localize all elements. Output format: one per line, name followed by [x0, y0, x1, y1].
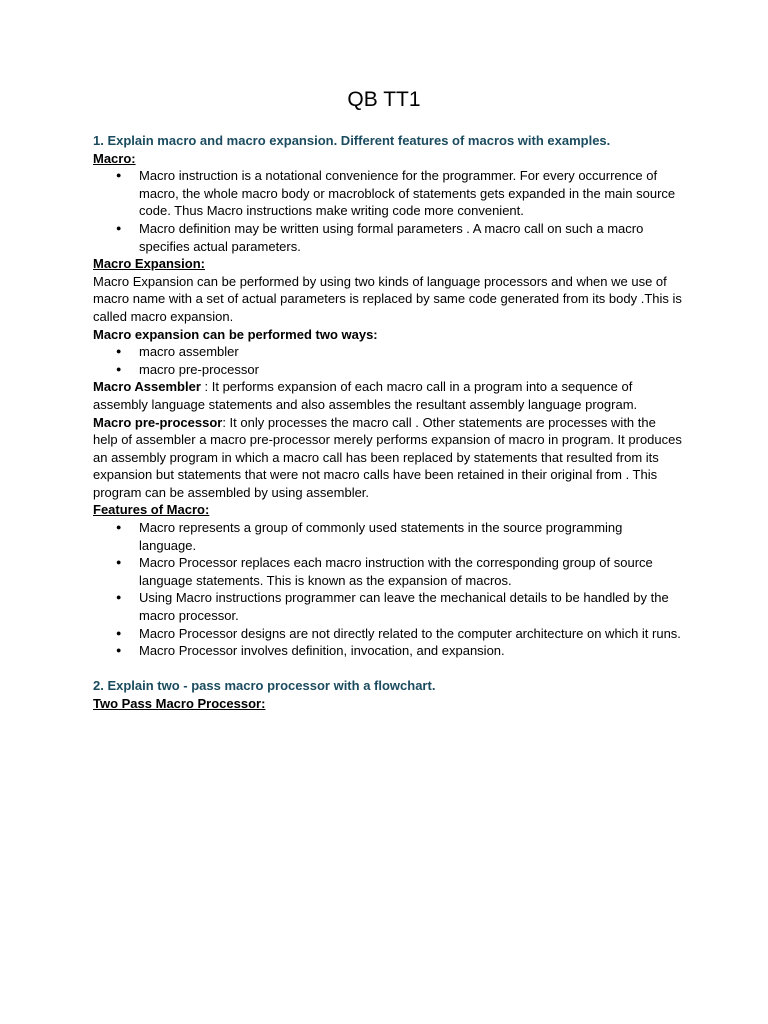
macro-heading: Macro:	[93, 150, 136, 166]
question-2-heading: 2. Explain two - pass macro processor with a flowchart.	[93, 678, 436, 694]
macro-assembler-paragraph	[93, 378, 683, 413]
list-item: ● Macro Processor replaces each macro instruction with the corresponding group of source language statements. This is known as the expansion of macros.	[93, 554, 683, 589]
list-item: ● Macro Processor designs are not directly related to the computer architecture on which it runs.	[93, 625, 683, 643]
list-item: ● Macro represents a group of commonly used statements in the source programming language.	[93, 519, 683, 554]
list-item: ● macro assembler	[93, 343, 683, 361]
question-1-heading: 1. Explain macro and macro expansion. Different features of macros with examples.	[93, 133, 611, 148]
page-title: QB TT1	[347, 88, 421, 111]
expansion-ways-list	[93, 343, 683, 378]
macro-expansion-heading: Macro Expansion:	[93, 256, 205, 272]
list-item: ● Macro Processor involves definition, invocation, and expansion.	[93, 642, 683, 660]
features-heading: Features of Macro:	[93, 502, 210, 518]
list-item: ● Macro instruction is a notational convenience for the programmer. For every occurrence of macro, the whole macro body or macroblock of statements gets expanded in the main source code. Thus Macro instructions make writing code more convenient.	[93, 167, 683, 220]
document-body	[93, 132, 683, 713]
list-item: ● Using Macro instructions programmer can leave the mechanical details to be handled by the macro processor.	[93, 589, 683, 624]
macro-expansion-paragraph: Macro Expansion can be performed by using two kinds of language processors and when we use of macro name with a set of actual parameters is replaced by same code generated from its body .This is called macro expansion.	[93, 273, 682, 324]
macro-assembler-text: : It performs expansion of each macro call in a program into a sequence of assembly language statements and also assembles the resultant assembly language program.	[93, 379, 638, 412]
macro-preprocessor-term: Macro pre-processor	[93, 414, 223, 430]
macro-preprocessor-text: : It only processes the macro call . Other statements are processes with the help of assembler a macro pre-processor merely performs expansion of macro in program. It produces an assembly program in which a macro call has been replaced by statements that resulted from its expansion but statements that were not macro calls have been retained in their original from . This program can be assembled by using assembler.	[93, 414, 682, 500]
list-item: ● Macro definition may be written using formal parameters . A macro call on such a macro specifies actual parameters.	[93, 220, 683, 255]
macro-preprocessor-paragraph	[93, 414, 683, 502]
macro-bullet-list	[93, 167, 683, 255]
expansion-ways-heading	[93, 326, 683, 344]
features-bullet-list	[93, 519, 683, 660]
section-spacer	[93, 660, 683, 678]
expansion-ways-label: Macro expansion can be performed two ways:	[93, 326, 378, 342]
two-pass-heading: Two Pass Macro Processor:	[93, 696, 266, 711]
list-item: ● macro pre-processor	[93, 361, 683, 379]
macro-assembler-term: Macro Assembler	[93, 379, 201, 395]
